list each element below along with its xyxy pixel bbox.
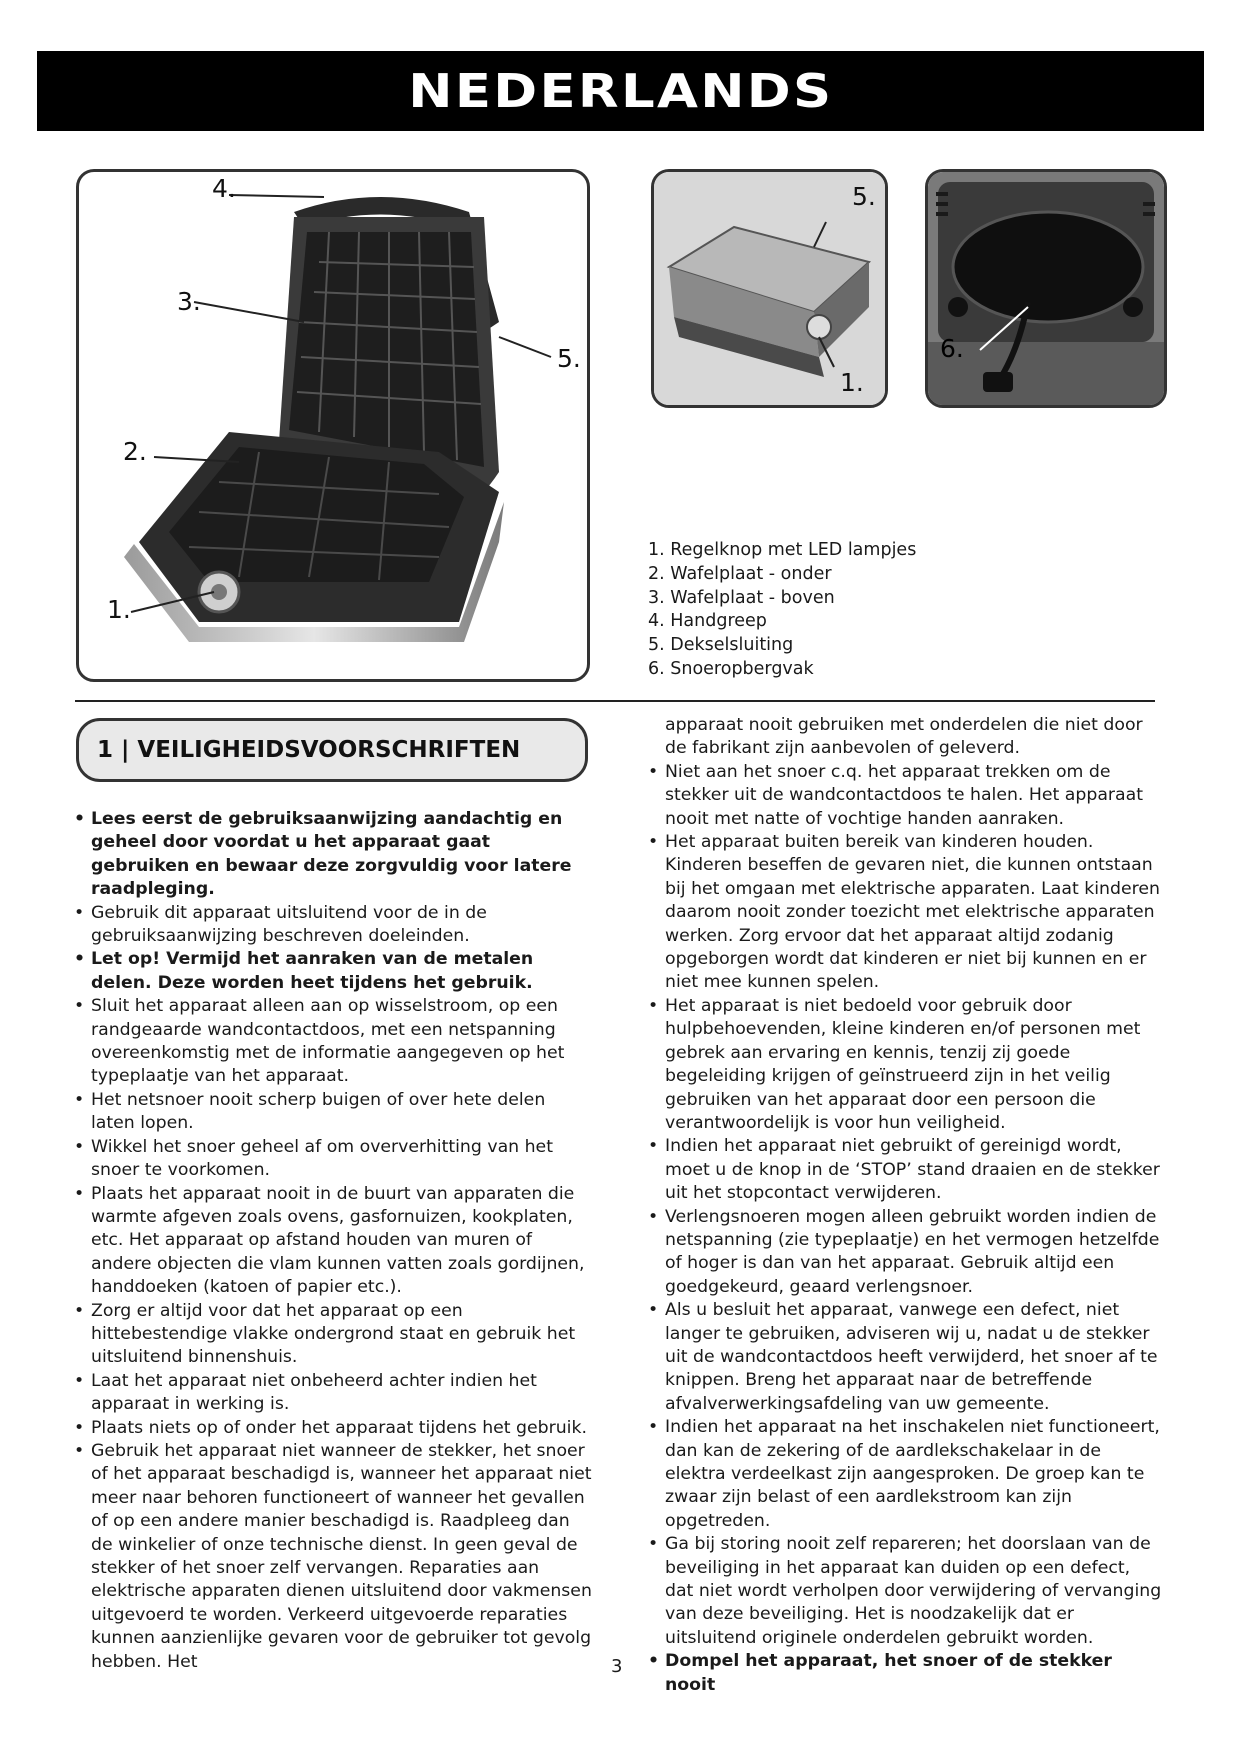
list-item: • Wikkel het snoer geheel af om oververhitting van het snoer te voorkomen. xyxy=(74,1136,594,1183)
callout-knob: 1. xyxy=(107,595,131,624)
legend-item: 2. Wafelplaat - onder xyxy=(648,563,832,584)
legend-item: 3. Wafelplaat - boven xyxy=(648,587,835,608)
list-item-continuation: apparaat nooit gebruiken met onderdelen die niet door de fabrikant zijn aanbevolen of geleverd. xyxy=(665,715,1143,759)
list-item: • Indien het apparaat niet gebruikt of gereinigd wordt, moet u de knop in de ‘STOP’ stand draaien en de stekker uit het stopcontact verwijderen. xyxy=(648,1135,1163,1205)
list-item: • Verlengsnoeren mogen alleen gebruikt worden indien de netspanning (zie typeplaatje) en het vermogen hetzelfde of hoger is dan van het apparaat. Gebruik altijd een goedgekeurd, geaard verlengsnoer. xyxy=(648,1206,1163,1300)
legend-item: 5. Dekselsluiting xyxy=(648,635,794,656)
callout-handle: 4. xyxy=(212,174,236,203)
list-item: • Plaats niets op of onder het apparaat tijdens het gebruik. xyxy=(74,1417,594,1440)
safety-instructions-left xyxy=(74,808,594,1674)
list-item: • Het apparaat is niet bedoeld voor gebruik door hulpbehoevenden, kleine kinderen en/of personen met gebrek aan ervaring en kennis, tenzij zij goede begeleiding krijgen of geïnstrueerd zijn in het veilig gebruiken van het apparaat door een persoon die verantwoordelijk is voor hun veiligheid. xyxy=(648,995,1163,1135)
list-item: • Plaats het apparaat nooit in de buurt van apparaten die warmte afgeven zoals ovens, gasfornuizen, kookplaten, etc. Het apparaat op afstand houden van muren of andere objecten die vlam kunnen vatten zoals gordijnen, handdoeken (katoen of papier etc.). xyxy=(74,1183,594,1300)
section-header xyxy=(76,718,588,782)
cord-storage-illustration xyxy=(928,172,1164,405)
list-item: • Gebruik het apparaat niet wanneer de stekker, het snoer of het apparaat beschadigd is, wanneer het apparaat niet meer naar behoren functioneert of wanneer het gevallen of op een andere manier beschadigd is. Raadpleeg dan de winkelier of onze technische dienst. In geen geval de stekker of het snoer zelf vervangen. Reparaties aan elektrische apparaten dienen uitsluitend door vakmensen uitgevoerd te worden. Verkeerd uitgevoerde reparaties kunnen aanzienlijke gevaren voor de gebruiker tot gevolg hebben. Het xyxy=(74,1440,594,1674)
list-item: • Als u besluit het apparaat, vanwege een defect, niet langer te gebruiken, adviseren wij u, nadat u de stekker uit de wandcontactdoos heeft verwijderd, het snoer af te knippen. Breng het apparaat naar de betreffende afvalverwerkingsafdeling van uw gemeente. xyxy=(648,1299,1163,1416)
list-item: • Niet aan het snoer c.q. het apparaat trekken om de stekker uit de wandcontactdoos te halen. Het apparaat nooit met natte of vochtige handen aanraken. xyxy=(648,761,1163,831)
callout-lid-lock-closed: 5. xyxy=(852,182,876,211)
list-item: • Let op! Vermijd het aanraken van de metalen delen. Deze worden heet tijdens het gebruik. xyxy=(74,948,594,995)
list-item: • Het netsnoer nooit scherp buigen of over hete delen laten lopen. xyxy=(74,1089,594,1136)
callout-cord-storage: 6. xyxy=(940,334,964,363)
divider xyxy=(75,700,1155,702)
legend-item: 6. Snoeropbergvak xyxy=(648,658,814,679)
waffle-maker-figure-closed xyxy=(651,169,888,408)
page-number: 3 xyxy=(611,1656,623,1677)
legend-item: 1. Regelknop met LED lampjes xyxy=(648,540,917,560)
list-item: • Zorg er altijd voor dat het apparaat op een hittebestendige vlakke ondergrond staat en gebruik het uitsluitend binnenshuis. xyxy=(74,1300,594,1370)
list-item: • Dompel het apparaat, het snoer of de stekker nooit xyxy=(648,1650,1163,1697)
callout-lower-plate: 2. xyxy=(123,437,147,466)
callout-upper-plate: 3. xyxy=(177,287,201,316)
safety-instructions-right xyxy=(648,714,1163,1697)
list-item: • Sluit het apparaat alleen aan op wisselstroom, op een randgeaarde wandcontactdoos, met een netspanning overeenkomstig met de informatie aangegeven op het typeplaatje van het apparaat. xyxy=(74,995,594,1089)
waffle-maker-figure-main xyxy=(76,169,590,682)
parts-legend xyxy=(648,539,968,682)
legend-item: 4. Handgreep xyxy=(648,611,767,632)
list-item: • Ga bij storing nooit zelf repareren; het doorslaan van de beveiliging in het apparaat kan duiden op een defect, dat niet wordt verholpen door verwijdering of vervanging van deze beveiliging. Het is noodzakelijk dat er uitsluitend originele onderdelen gebruikt worden. xyxy=(648,1533,1163,1650)
list-item: • Laat het apparaat niet onbeheerd achter indien het apparaat in werking is. xyxy=(74,1370,594,1417)
callout-lid-lock: 5. xyxy=(557,344,581,373)
language-banner xyxy=(37,51,1204,131)
waffle-maker-illustration xyxy=(79,172,587,679)
waffle-maker-figure-cord-storage xyxy=(925,169,1167,408)
list-item: • Gebruik dit apparaat uitsluitend voor de in de gebruiksaanwijzing beschreven doeleinden. xyxy=(74,902,594,949)
callout-knob-closed: 1. xyxy=(840,368,864,397)
section-title: 1 | VEILIGHEIDSVOORSCHRIFTEN xyxy=(97,737,521,763)
language-title: NEDERLANDS xyxy=(407,64,834,118)
list-item: • Indien het apparaat na het inschakelen niet functioneert, dan kan de zekering of de aardlekschakelaar in de elektra verdeelkast zijn aangesproken. De groep kan te zwaar zijn belast of een aardlekstroom kan zijn opgetreden. xyxy=(648,1416,1163,1533)
list-item: • Het apparaat buiten bereik van kinderen houden. Kinderen beseffen de gevaren niet, die kunnen ontstaan bij het omgaan met elektrische apparaten. Laat kinderen daarom nooit zonder toezicht met elektrische apparaten werken. Zorg ervoor dat het apparaat altijd zodanig opgeborgen wordt dat kinderen er niet bij kunnen en er niet mee kunnen spelen. xyxy=(648,831,1163,995)
list-item: • Lees eerst de gebruiksaanwijzing aandachtig en geheel door voordat u het apparaat gaat gebruiken en bewaar deze zorgvuldig voor latere raadpleging. xyxy=(74,808,594,902)
